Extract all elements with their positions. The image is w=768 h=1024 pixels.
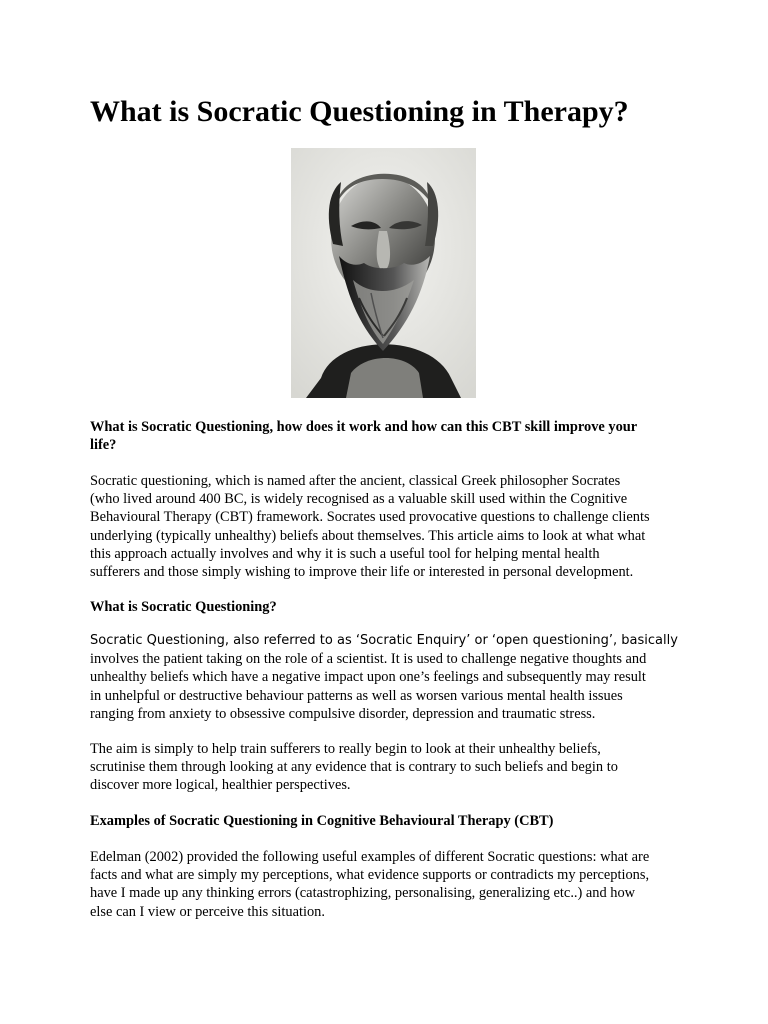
paragraph-examples — [90, 848, 690, 921]
section-heading-what-is: What is Socratic Questioning? — [90, 599, 277, 615]
text-line: sufferers and those simply wishing to improve their life or interested in personal development. — [90, 564, 634, 581]
paragraph-definition — [90, 632, 690, 723]
text-line: The aim is simply to help train sufferers to really begin to look at their unhealthy beliefs, — [90, 741, 601, 757]
text-line: this approach actually involves and why it is such a useful tool for helping mental health — [90, 545, 600, 562]
text-line: Behavioural Therapy (CBT) framework. Socrates used provocative questions to challenge clients — [90, 509, 650, 526]
text-line: have I made up any thinking errors (catastrophizing, personalising, generalizing etc..) and how — [90, 885, 636, 902]
text-line: unhealthy beliefs which have a negative impact upon one’s feelings and subsequently may result — [90, 669, 646, 686]
text-line: ranging from anxiety to obsessive compulsive disorder, depression and traumatic stress. — [90, 705, 596, 722]
text-line: involves the patient taking on the role of a scientist. It is used to challenge negative thoughts and — [90, 651, 647, 668]
text-line: else can I view or perceive this situation. — [90, 903, 325, 920]
text-line: underlying (typically unhealthy) beliefs about themselves. This article aims to look at what what — [90, 527, 646, 544]
text-line: life? — [90, 437, 117, 454]
text-line: scrutinise them through looking at any evidence that is contrary to such beliefs and begin to — [90, 759, 618, 776]
socrates-bust-image — [291, 148, 476, 398]
text-line: Socratic Questioning, also referred to as ‘Socratic Enquiry’ or ‘open questioning’, basically — [90, 633, 678, 648]
text-line: facts and what are simply my perceptions, what evidence supports or contradicts my perceptions, — [90, 867, 650, 884]
text-line: What is Socratic Questioning, how does it work and how can this CBT skill improve your — [90, 419, 638, 435]
text-line: discover more logical, healthier perspectives. — [90, 777, 351, 794]
section-heading-examples: Examples of Socratic Questioning in Cognitive Behavioural Therapy (CBT) — [90, 813, 554, 829]
paragraph-aim — [90, 740, 690, 795]
text-line: Socratic questioning, which is named after the ancient, classical Greek philosopher Socrates — [90, 473, 621, 489]
paragraph-intro — [90, 472, 690, 581]
text-line: in unhelpful or destructive behaviour patterns as well as worsen various mental health issues — [90, 687, 623, 704]
text-line: Edelman (2002) provided the following useful examples of different Socratic questions: what are — [90, 849, 650, 865]
intro-question — [90, 418, 690, 454]
text-line: (who lived around 400 BC, is widely recognised as a valuable skill used within the Cognitive — [90, 491, 628, 508]
page-title: What is Socratic Questioning in Therapy? — [90, 95, 629, 128]
